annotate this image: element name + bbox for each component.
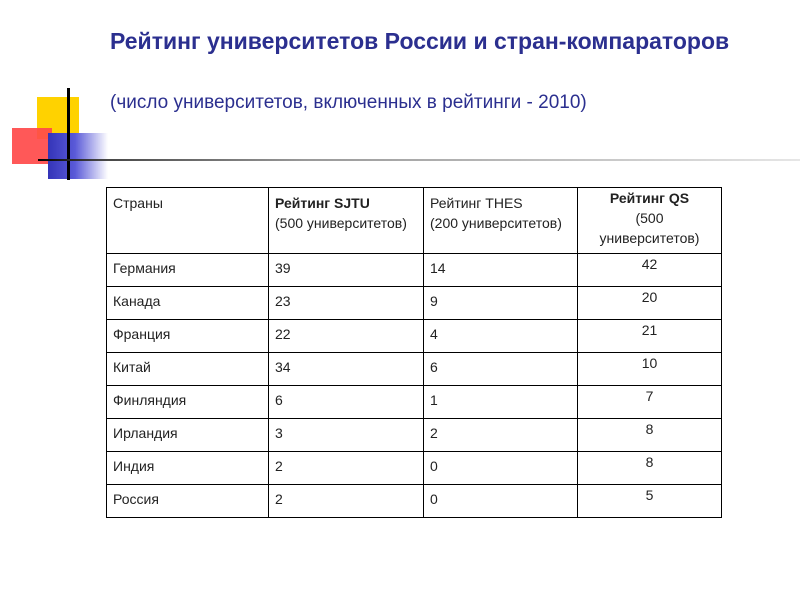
cell-country: Франция	[107, 320, 269, 353]
cell-sjtu: 39	[269, 254, 424, 287]
header-qs	[578, 188, 722, 254]
cell-country: Россия	[107, 485, 269, 518]
cell-sjtu: 23	[269, 287, 424, 320]
cell-country: Ирландия	[107, 419, 269, 452]
header-thes-title: Рейтинг THES	[430, 195, 523, 211]
header-qs-title: Рейтинг QS	[609, 190, 690, 206]
cell-qs: 42	[578, 254, 722, 287]
header-qs-note: (500 университетов)	[599, 210, 700, 246]
cell-sjtu: 6	[269, 386, 424, 419]
cell-country: Китай	[107, 353, 269, 386]
cell-thes: 2	[424, 419, 578, 452]
cell-qs: 10	[578, 353, 722, 386]
header-sjtu-note: (500 университетов)	[275, 215, 407, 231]
cell-country: Финляндия	[107, 386, 269, 419]
cell-thes: 4	[424, 320, 578, 353]
cell-sjtu: 34	[269, 353, 424, 386]
cell-thes: 1	[424, 386, 578, 419]
cell-qs: 5	[578, 485, 722, 518]
table-row	[107, 254, 722, 287]
table-header-row	[107, 188, 722, 254]
table-row	[107, 386, 722, 419]
header-thes-note: (200 университетов)	[430, 215, 562, 231]
cell-thes: 14	[424, 254, 578, 287]
cell-qs: 21	[578, 320, 722, 353]
cell-sjtu: 2	[269, 485, 424, 518]
cell-sjtu: 22	[269, 320, 424, 353]
cell-sjtu: 2	[269, 452, 424, 485]
table-row	[107, 353, 722, 386]
cell-country: Индия	[107, 452, 269, 485]
header-sjtu-title: Рейтинг SJTU	[275, 195, 370, 211]
cell-qs: 7	[578, 386, 722, 419]
rating-table	[106, 187, 722, 518]
cell-country: Канада	[107, 287, 269, 320]
cell-country: Германия	[107, 254, 269, 287]
table-row	[107, 485, 722, 518]
cell-thes: 0	[424, 452, 578, 485]
slide-subtitle: (число университетов, включенных в рейтинги - 2010)	[110, 92, 587, 113]
header-country: Страны	[107, 188, 269, 254]
header-sjtu	[269, 188, 424, 254]
decor-vertical-line	[67, 88, 70, 180]
header-thes	[424, 188, 578, 254]
table-row	[107, 452, 722, 485]
cell-sjtu: 3	[269, 419, 424, 452]
cell-thes: 6	[424, 353, 578, 386]
cell-qs: 20	[578, 287, 722, 320]
table-row	[107, 287, 722, 320]
decor-horizontal-line	[38, 159, 800, 161]
slide-title: Рейтинг университетов России и стран-компараторов	[110, 28, 730, 54]
table-body	[107, 254, 722, 518]
cell-thes: 9	[424, 287, 578, 320]
cell-thes: 0	[424, 485, 578, 518]
cell-qs: 8	[578, 452, 722, 485]
table-row	[107, 419, 722, 452]
decor-blue-square	[48, 133, 108, 179]
table-row	[107, 320, 722, 353]
cell-qs: 8	[578, 419, 722, 452]
